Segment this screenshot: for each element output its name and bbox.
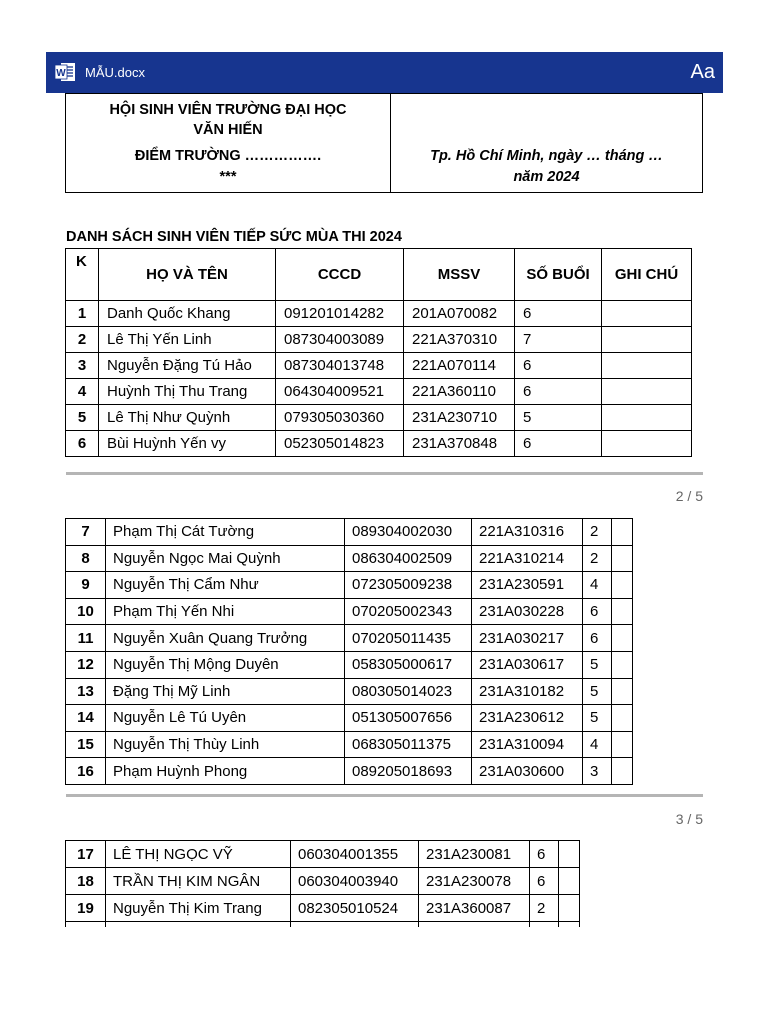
mssv-cell: 231A230081 (419, 841, 530, 868)
col-header-name: HỌ VÀ TÊN (99, 249, 276, 301)
name-cell: Nguyễn Đặng Tú Hảo (99, 353, 276, 379)
cccd-cell: 052305014823 (276, 431, 404, 457)
sessions-cell: 6 (583, 598, 612, 625)
mssv-cell: 201A070082 (404, 301, 515, 327)
cccd-cell: 051305007656 (345, 705, 472, 732)
sessions-cell: 2 (530, 895, 559, 922)
row-number-cell: 17 (66, 841, 106, 868)
note-cell (559, 841, 580, 868)
sessions-cell: 3 (583, 758, 612, 785)
row-number-cell: 1 (66, 301, 99, 327)
mssv-cell: 231A030617 (472, 651, 583, 678)
sessions-cell: 2 (583, 519, 612, 546)
col-header-note: GHI CHÚ (602, 249, 692, 301)
name-cell: Nguyễn Xuân Quang Trưởng (106, 625, 345, 652)
sessions-cell: 6 (583, 625, 612, 652)
cccd-cell: 091201014282 (276, 301, 404, 327)
note-cell (559, 922, 580, 928)
org-line-4: *** (219, 168, 237, 185)
table-row (66, 841, 580, 868)
row-number-cell: 13 (66, 678, 106, 705)
sessions-cell: 6 (530, 868, 559, 895)
name-cell: Nguyễn Lê Tú Uyên (106, 705, 345, 732)
row-number-cell: 19 (66, 895, 106, 922)
mssv-cell: 221A310214 (472, 545, 583, 572)
org-line-2: VĂN HIẾN (193, 121, 263, 138)
cccd-cell: 079305030360 (276, 405, 404, 431)
table-row (66, 868, 580, 895)
cccd-cell: 087304003089 (276, 327, 404, 353)
cccd-cell: 060304001355 (291, 841, 419, 868)
cccd-cell: 070205011435 (345, 625, 472, 652)
cccd-cell (291, 922, 419, 928)
cccd-cell: 089205018693 (345, 758, 472, 785)
row-number-cell: 3 (66, 353, 99, 379)
mssv-cell: 231A030228 (472, 598, 583, 625)
sessions-cell: 2 (583, 545, 612, 572)
sessions-cell: 6 (515, 353, 602, 379)
sessions-cell: 4 (583, 731, 612, 758)
table-row (66, 922, 580, 928)
col-header-cccd: CCCD (276, 249, 404, 301)
mssv-cell: 231A230591 (472, 572, 583, 599)
sessions-cell: 6 (515, 431, 602, 457)
mssv-cell: 221A310316 (472, 519, 583, 546)
cccd-cell: 087304013748 (276, 353, 404, 379)
cccd-cell: 080305014023 (345, 678, 472, 705)
mssv-cell: 231A370848 (404, 431, 515, 457)
mssv-cell: 221A370310 (404, 327, 515, 353)
cccd-cell: 058305000617 (345, 651, 472, 678)
org-line-1: HỘI SINH VIÊN TRƯỜNG ĐẠI HỌC (109, 101, 347, 118)
row-number-cell: 18 (66, 868, 106, 895)
row-number-cell: 10 (66, 598, 106, 625)
mssv-cell: 231A360087 (419, 895, 530, 922)
col-header-sessions: SỐ BUỔI (515, 249, 602, 301)
mssv-cell: 231A310182 (472, 678, 583, 705)
name-cell: Phạm Huỳnh Phong (106, 758, 345, 785)
name-cell: Phạm Thị Yến Nhi (106, 598, 345, 625)
mssv-cell: 221A360110 (404, 379, 515, 405)
cccd-cell: 068305011375 (345, 731, 472, 758)
list-title: DANH SÁCH SINH VIÊN TIẾP SỨC MÙA THI 2024 (66, 229, 402, 245)
col-header-mssv: MSSV (404, 249, 515, 301)
font-settings-button[interactable]: Aa (690, 61, 715, 83)
row-number-cell: 15 (66, 731, 106, 758)
row-number-cell: 8 (66, 545, 106, 572)
org-line-3: ĐIỂM TRƯỜNG ……………. (134, 147, 322, 164)
row-number-cell: 6 (66, 431, 99, 457)
row-number-cell: 12 (66, 651, 106, 678)
row-number-cell (66, 922, 106, 928)
row-number-cell: 7 (66, 519, 106, 546)
name-cell: Bùi Huỳnh Yến vy (99, 431, 276, 457)
mssv-cell (419, 922, 530, 928)
sessions-cell: 5 (583, 678, 612, 705)
sessions-cell: 6 (515, 301, 602, 327)
mssv-cell: 221A070114 (404, 353, 515, 379)
name-cell (106, 922, 291, 928)
note-cell (559, 895, 580, 922)
name-cell: Nguyễn Ngọc Mai Quỳnh (106, 545, 345, 572)
page-number: 3 / 5 (675, 811, 703, 827)
mssv-cell: 231A030217 (472, 625, 583, 652)
student-table-page-3 (65, 840, 580, 927)
name-cell: Nguyễn Thị Cẩm Như (106, 572, 345, 599)
mssv-cell: 231A230078 (419, 868, 530, 895)
name-cell: Phạm Thị Cát Tường (106, 519, 345, 546)
cccd-cell: 089304002030 (345, 519, 472, 546)
cccd-cell: 086304002509 (345, 545, 472, 572)
note-cell (559, 868, 580, 895)
row-number-cell: 2 (66, 327, 99, 353)
name-cell: Đặng Thị Mỹ Linh (106, 678, 345, 705)
sessions-cell: 5 (583, 705, 612, 732)
cccd-cell: 070205002343 (345, 598, 472, 625)
sessions-cell: 5 (583, 651, 612, 678)
sessions-cell: 5 (515, 405, 602, 431)
name-cell: Lê Thị Như Quỳnh (99, 405, 276, 431)
cccd-cell: 072305009238 (345, 572, 472, 599)
table-row (66, 895, 580, 922)
name-cell: Nguyễn Thị Thùy Linh (106, 731, 345, 758)
row-number-cell: 5 (66, 405, 99, 431)
document-title: MẪU.docx (85, 65, 145, 80)
row-number-cell: 4 (66, 379, 99, 405)
name-cell: TRẦN THỊ KIM NGÂN (106, 868, 291, 895)
page-number: 2 / 5 (675, 488, 703, 504)
cccd-cell: 060304003940 (291, 868, 419, 895)
sessions-cell (530, 922, 559, 928)
name-cell: Nguyễn Thị Mộng Duyên (106, 651, 345, 678)
sessions-cell: 6 (530, 841, 559, 868)
name-cell: Huỳnh Thị Thu Trang (99, 379, 276, 405)
name-cell: Nguyễn Thị Kim Trang (106, 895, 291, 922)
cccd-cell: 064304009521 (276, 379, 404, 405)
sessions-cell: 6 (515, 379, 602, 405)
cccd-cell: 082305010524 (291, 895, 419, 922)
sessions-cell: 7 (515, 327, 602, 353)
col-header-stt: K (66, 249, 99, 301)
row-number-cell: 16 (66, 758, 106, 785)
row-number-cell: 9 (66, 572, 106, 599)
mssv-cell: 231A030600 (472, 758, 583, 785)
mssv-cell: 231A310094 (472, 731, 583, 758)
date-line-1: Tp. Hồ Chí Minh, ngày … tháng … (430, 148, 663, 164)
row-number-cell: 14 (66, 705, 106, 732)
name-cell: Danh Quốc Khang (99, 301, 276, 327)
name-cell: LÊ THỊ NGỌC VỸ (106, 841, 291, 868)
svg-text:W: W (56, 68, 66, 79)
mssv-cell: 231A230612 (472, 705, 583, 732)
row-number-cell: 11 (66, 625, 106, 652)
sessions-cell: 4 (583, 572, 612, 599)
date-line-2: năm 2024 (513, 169, 580, 185)
mssv-cell: 231A230710 (404, 405, 515, 431)
name-cell: Lê Thị Yến Linh (99, 327, 276, 353)
